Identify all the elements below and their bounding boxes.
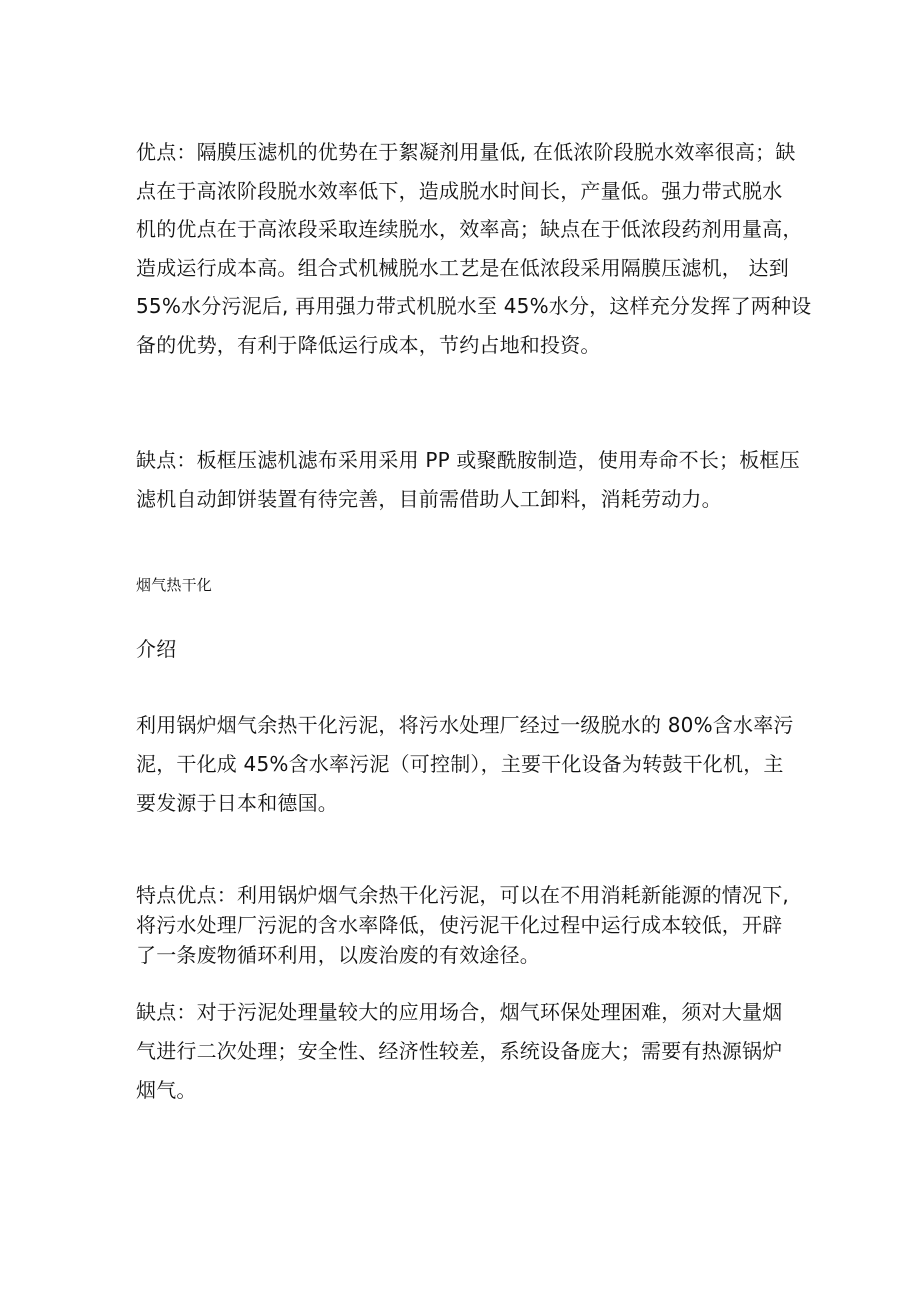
text-line: 要发源于日本和德国。 <box>136 791 338 815</box>
text-line: 机的优点在于高浓段采取连续脱水，效率高；缺点在于低浓段药剂用量高， <box>136 217 803 241</box>
text-line: 利用锅炉烟气余热干化污泥，将污水处理厂经过一级脱水的 80%含水率污 <box>136 713 794 737</box>
cons-paragraph-flue-gas <box>136 993 786 1110</box>
intro-paragraph <box>136 706 794 823</box>
text-line: 气进行二次处理；安全性、经济性较差，系统设备庞大；需要有热源锅炉 <box>136 1039 783 1063</box>
cons-paragraph-filter-press <box>136 441 800 518</box>
intro-label: 介绍 <box>136 637 177 661</box>
text-line: 优点：隔膜压滤机的优势在于絮凝剂用量低, 在低浓阶段脱水效率很高；缺 <box>136 140 796 164</box>
text-line: 烟气。 <box>136 1078 197 1102</box>
section-heading: 烟气热干化 <box>136 576 213 594</box>
text-line: 备的优势，有利于降低运行成本，节约占地和投资。 <box>136 332 601 357</box>
pros-paragraph <box>136 133 812 364</box>
text-line: 将污水处理厂污泥的含水率降低，使污泥干化过程中运行成本较低，开辟 <box>136 913 783 937</box>
text-line: 泥，干化成 45%含水率污泥（可控制），主要干化设备为转鼓干化机，主 <box>136 752 784 776</box>
text-line: 了一条废物循环利用，以废治废的有效途径。 <box>136 943 540 967</box>
text-line: 特点优点：利用锅炉烟气余热干化污泥，可以在不用消耗新能源的情况下, <box>136 883 789 907</box>
text-line: 滤机自动卸饼装置有待完善，目前需借助人工卸料，消耗劳动力。 <box>136 486 722 511</box>
text-line: 缺点：板框压滤机滤布采用采用 PP 或聚酰胺制造，使用寿命不长；板框压 <box>136 448 800 472</box>
text-line: 缺点：对于污泥处理量较大的应用场合，烟气环保处理困难，须对大量烟 <box>136 1000 783 1024</box>
features-paragraph <box>136 880 789 970</box>
text-line: 造成运行成本高。组合式机械脱水工艺是在低浓段采用隔膜压滤机， 达到 <box>136 255 789 280</box>
text-line: 55%水分污泥后, 再用强力带式机脱水至 45%水分，这样充分发挥了两种设 <box>136 294 812 318</box>
text-line: 点在于高浓阶段脱水效率低下，造成脱水时间长，产量低。强力带式脱水 <box>136 178 783 203</box>
